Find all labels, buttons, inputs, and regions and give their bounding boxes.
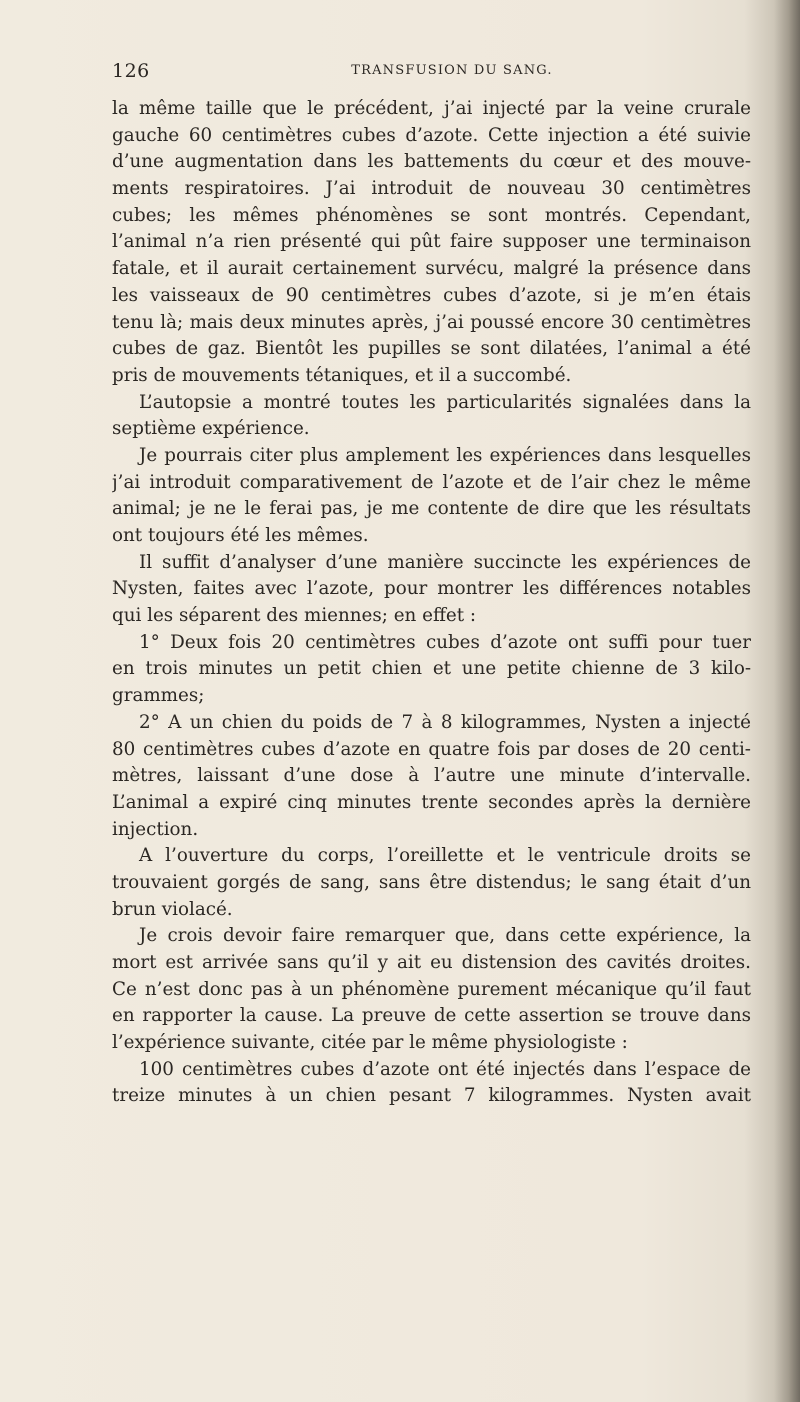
text-line: brun violacé.	[112, 898, 233, 920]
text-line: grammes;	[112, 685, 205, 707]
text-line: ont toujours été les mêmes.	[112, 525, 369, 546]
text-line: treize minutes à un chien pesant 7 kilogrammes. Nysten avait	[112, 1085, 751, 1107]
text-line: trouvaient gorgés de sang, sans être distendus; le sang était d’un	[112, 871, 751, 893]
text-line: Je crois devoir faire remarquer que, dans cette expérience, la	[139, 925, 751, 947]
text-line: septième expérience.	[112, 418, 310, 440]
body-text	[112, 96, 751, 1110]
text-line: A l’ouverture du corps, l’oreillette et le ventricule droits se	[139, 845, 751, 867]
text-line: L’animal a expiré cinq minutes trente secondes après la dernière	[112, 791, 751, 813]
text-line: Il suffit d’analyser d’une manière succincte les expériences de	[139, 551, 751, 573]
text-line: injection.	[112, 818, 199, 840]
text-line: fatale, et il aurait certainement survécu, malgré la présence dans	[112, 258, 751, 280]
text-line: j’ai introduit comparativement de l’azote et de l’air chez le même	[112, 471, 751, 493]
text-line: en trois minutes un petit chien et une petite chienne de 3 kilo-	[112, 658, 751, 680]
text-line: Ce n’est donc pas à un phénomène purement mécanique qu’il faut	[112, 978, 751, 1000]
page-header	[112, 60, 752, 86]
text-line: Je pourrais citer plus amplement les expériences dans lesquelles	[139, 444, 751, 466]
text-line: 100 centimètres cubes d’azote ont été injectés dans l’espace de	[139, 1058, 751, 1080]
text-line: pris de mouvements tétaniques, et il a succombé.	[112, 364, 572, 386]
text-line: L’autopsie a montré toutes les particularités signalées dans la	[139, 391, 751, 413]
text-line: en rapporter la cause. La preuve de cette assertion se trouve dans	[112, 1005, 751, 1027]
text-line: l’expérience suivante, citée par le même physiologiste :	[112, 1032, 628, 1054]
text-line: Nysten, faites avec l’azote, pour montrer les différences notables	[112, 578, 751, 600]
text-line: les vaisseaux de 90 centimètres cubes d’azote, si je m’en étais	[112, 284, 751, 306]
text-line: cubes de gaz. Bientôt les pupilles se sont dilatées, l’animal a été	[112, 338, 751, 360]
text-line: 1° Deux fois 20 centimètres cubes d’azote ont suffi pour tuer	[139, 631, 751, 653]
page-spine-shadow	[774, 0, 800, 1402]
text-line: animal; je ne le ferai pas, je me contente de dire que les résultats	[112, 498, 751, 520]
text-line: tenu là; mais deux minutes après, j’ai poussé encore 30 centimètres	[112, 311, 751, 333]
text-line: gauche 60 centimètres cubes d’azote. Cette injection a été suivie	[112, 124, 751, 146]
text-line: cubes; les mêmes phénomènes se sont montrés. Cependant,	[112, 204, 751, 226]
text-line: la même taille que le précédent, j’ai injecté par la veine crurale	[112, 98, 751, 119]
text-line: mort est arrivée sans qu’il y ait eu distension des cavités droites.	[112, 952, 751, 973]
text-line: 80 centimètres cubes d’azote en quatre fois par doses de 20 centi-	[112, 738, 751, 760]
text-line: l’animal n’a rien présenté qui pût faire supposer une terminaison	[112, 231, 751, 253]
text-line: ments respiratoires. J’ai introduit de nouveau 30 centimètres	[112, 178, 751, 200]
text-line: d’une augmentation dans les battements du cœur et des mouve-	[112, 151, 751, 173]
text-line: 2° A un chien du poids de 7 à 8 kilogrammes, Nysten a injecté	[139, 711, 751, 733]
page-number: 126	[112, 60, 150, 82]
text-line: qui les séparent des miennes; en effet :	[112, 605, 477, 627]
running-title: TRANSFUSION DU SANG.	[351, 63, 553, 78]
text-line: mètres, laissant d’une dose à l’autre une minute d’intervalle.	[112, 765, 751, 787]
